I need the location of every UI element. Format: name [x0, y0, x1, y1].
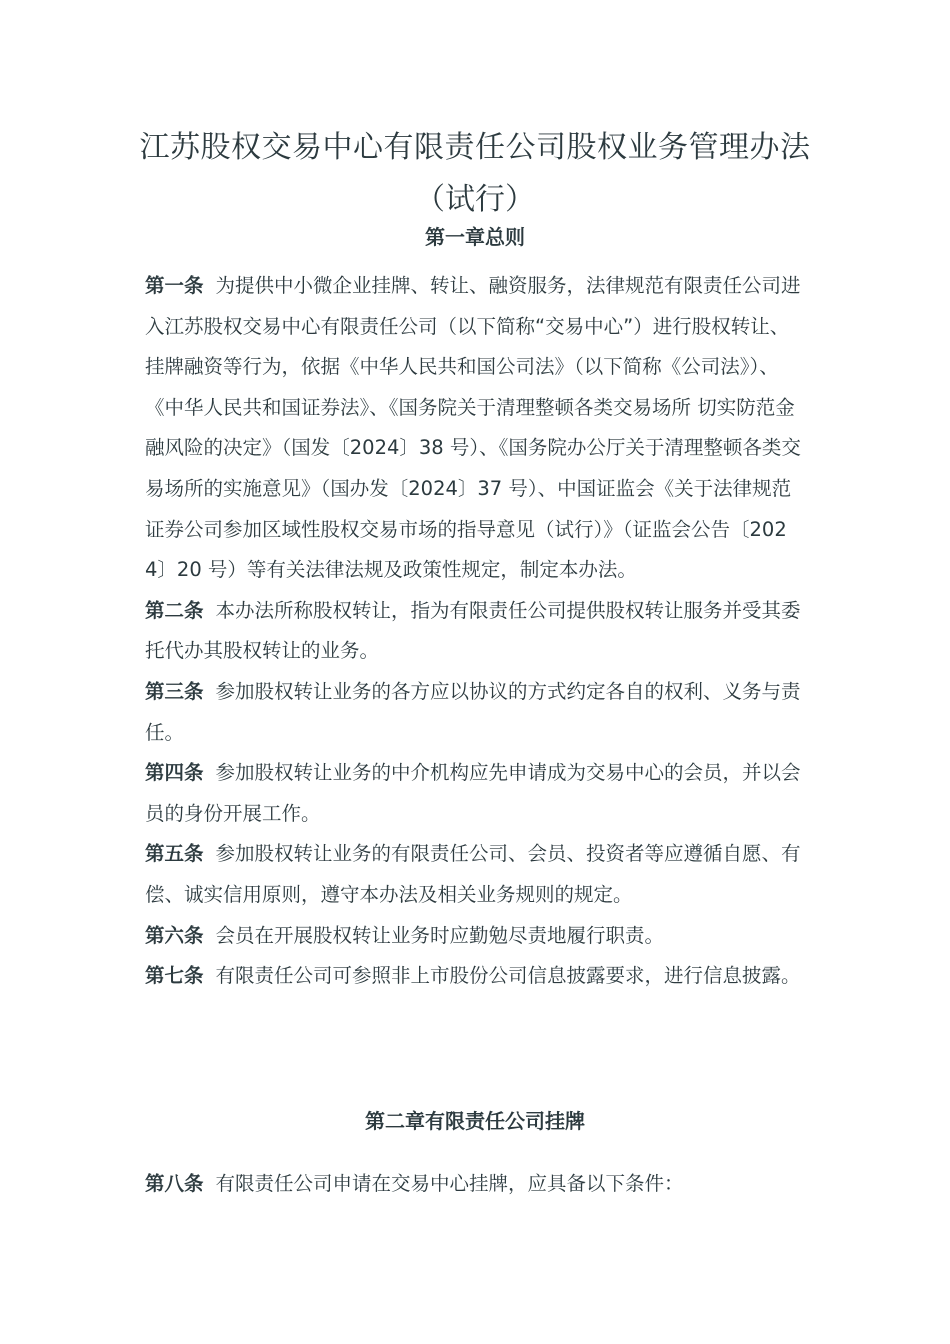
article-number: 第四条	[145, 761, 204, 785]
article-3	[145, 672, 805, 753]
article-text: 参加股权转让业务的中介机构应先申请成为交易中心的会员，并以会员的身份开展工作。	[145, 761, 801, 825]
document-title: 江苏股权交易中心有限责任公司股权业务管理办法	[139, 130, 811, 165]
article-text: 有限责任公司申请在交易中心挂牌，应具备以下条件：	[215, 1172, 684, 1195]
article-2	[145, 591, 805, 672]
article-text: 参加股权转让业务的各方应以协议的方式约定各自的权利、义务与责任。	[145, 679, 801, 744]
article-number: 第五条	[145, 842, 204, 866]
article-8	[145, 1164, 805, 1205]
article-text: 有限责任公司可参照非上市股份公司信息披露要求，进行信息披露。	[215, 964, 801, 988]
chapter-2-heading: 第二章有限责任公司挂牌	[365, 1109, 585, 1133]
article-4	[145, 753, 805, 834]
chapter-1-heading: 第一章总则	[425, 225, 525, 249]
document-subtitle: （试行）	[415, 182, 535, 217]
article-number: 第一条	[145, 274, 204, 297]
article-text: 为提供中小微企业挂牌、转让、融资服务，法律规范有限责任公司进入江苏股权交易中心有限责任公司（以下简称“交易中心”）进行股权转让、挂牌融资等行为，依据《中华人民共和国公司法》（以下简称《公司法》）、《中华人民共和国证券法》、《国务院关于清理整顿各类交易场所 切实防范金融风险的决定》（国发〔2024〕38 号）、《国务院办公厅关于清理整顿各类交易场所的实施意见》（国办发〔2024〕37 号）、中国证监会《关于法律规范证券公司参加区域性股权交易市场的指导意见（试行）》（证监会公告〔2024〕20 号）等有关法律法规及政策性规定，制定本办法。	[145, 274, 801, 582]
article-number: 第八条	[145, 1172, 204, 1195]
article-text: 本办法所称股权转让，指为有限责任公司提供股权转让服务并受其委托代办其股权转让的业务。	[145, 598, 801, 663]
article-5	[145, 834, 805, 915]
article-7	[145, 956, 805, 997]
article-1	[145, 266, 805, 591]
article-number: 第二条	[145, 598, 204, 622]
article-text: 参加股权转让业务的有限责任公司、会员、投资者等应遵循自愿、有偿、诚实信用原则，遵守本办法及相关业务规则的规定。	[145, 842, 801, 906]
article-6	[145, 916, 805, 957]
article-number: 第六条	[145, 923, 204, 947]
chapter-1-body	[145, 266, 805, 997]
chapter-2-body	[145, 1164, 805, 1205]
article-text: 会员在开展股权转让业务时应勤勉尽责地履行职责。	[215, 923, 665, 947]
article-number: 第三条	[145, 679, 204, 703]
article-number: 第七条	[145, 964, 204, 988]
